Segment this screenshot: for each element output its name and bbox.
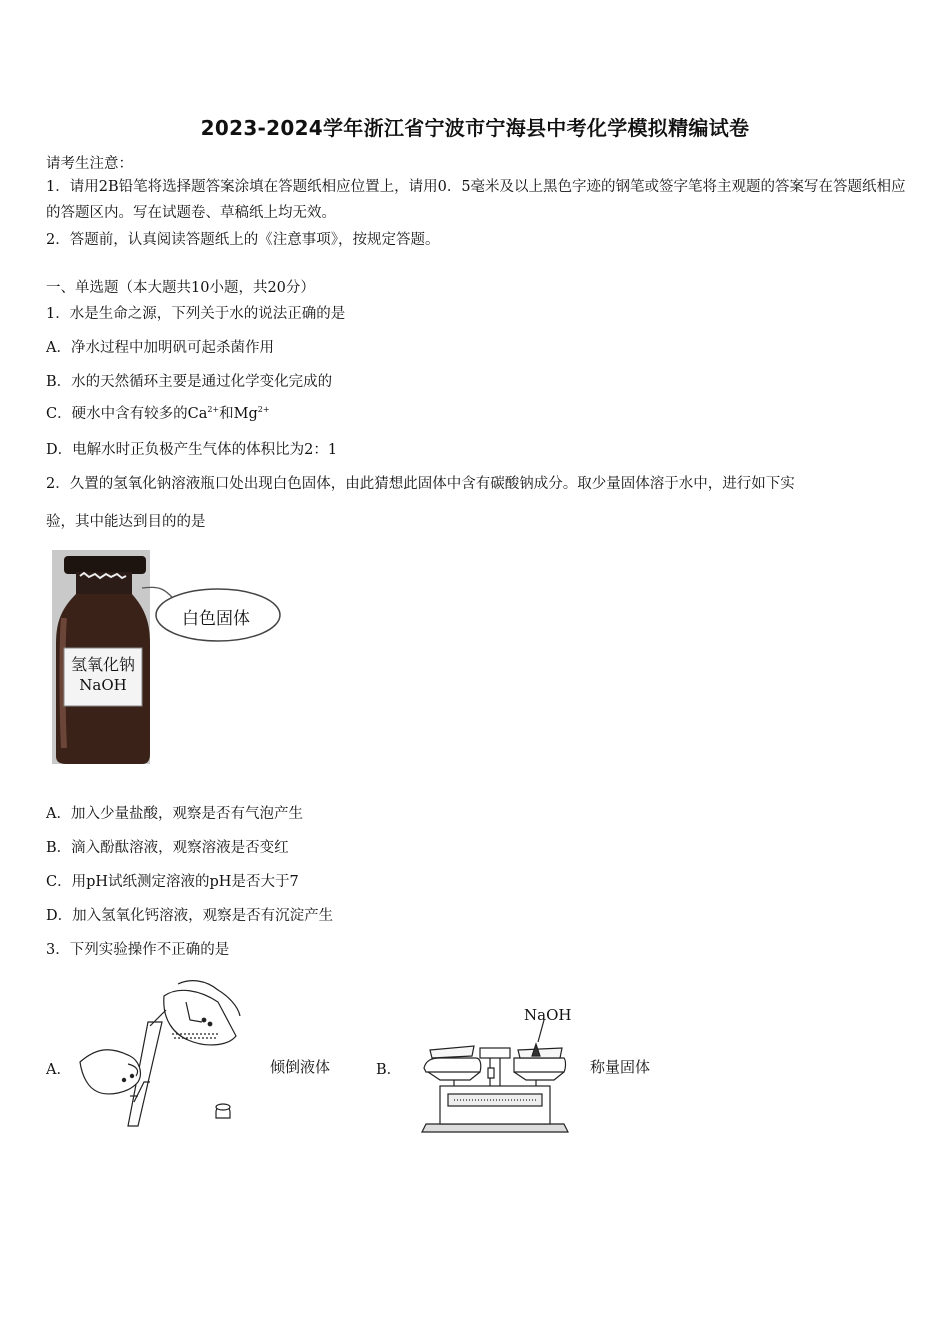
notice-header: 请考生注意： — [46, 156, 133, 172]
bottle-callout-text: 白色固体 — [182, 609, 250, 629]
notice-item-2: 2．答题前，认真阅读答题纸上的《注意事项》，按规定答题。 — [46, 232, 440, 248]
section-heading: 一、单选题（本大题共10小题，共20分） — [46, 280, 315, 296]
bottle-label-cn: 氢氧化钠 — [70, 655, 135, 674]
q2-stem-line1: 2．久置的氢氧化钠溶液瓶口处出现白色固体，由此猜想此固体中含有碳酸钠成分。取少量固体溶于水中，进行如下实 — [46, 476, 795, 492]
q3-option-a-label: A． — [46, 1062, 71, 1078]
q1-option-a: A．净水过程中加明矾可起杀菌作用 — [46, 340, 274, 356]
page-title: 2023-2024学年浙江省宁波市宁海县中考化学模拟精编试卷 — [200, 116, 750, 140]
q3-option-b-label: B． — [376, 1062, 402, 1078]
superscript: 2+ — [207, 405, 220, 414]
q2-stem-line2: 验，其中能达到目的的是 — [46, 514, 206, 530]
q2-option-b: B．滴入酚酞溶液，观察溶液是否变红 — [46, 840, 289, 856]
naoh-bottle-figure — [50, 548, 290, 768]
q3-option-a-caption: 倾倒液体 — [270, 1058, 331, 1076]
q2-option-d: D．加入氢氧化钙溶液，观察是否有沉淀产生 — [46, 908, 334, 924]
bottle-label-en: NaOH — [79, 676, 127, 694]
q3-option-b-caption: 称量固体 — [590, 1058, 651, 1076]
q1-option-c-text: C．硬水中含有较多的Ca — [46, 406, 208, 422]
pouring-liquid-figure — [78, 976, 250, 1128]
notice-item-1: 1．请用2B铅笔将选择题答案涂填在答题纸相应位置上，请用0．5毫米及以上黑色字迹的钢笔或签字笔将主观题的答案写在答题纸相应的答题区内。写在试题卷、草稿纸上均无效。 — [46, 179, 906, 221]
superscript: 2+ — [257, 405, 270, 414]
q1-option-d: D．电解水时正负极产生气体的体积比为2：1 — [46, 442, 338, 458]
q1-option-b: B．水的天然循环主要是通过化学变化完成的 — [46, 374, 333, 390]
q2-option-a: A．加入少量盐酸，观察是否有气泡产生 — [46, 806, 303, 822]
q3-stem: 3．下列实验操作不正确的是 — [46, 942, 230, 958]
q1-option-c-mid: 和Mg — [219, 406, 258, 422]
q1-stem: 1．水是生命之源，下列关于水的说法正确的是 — [46, 306, 346, 322]
balance-label: NaOH — [524, 1006, 572, 1024]
balance-figure — [414, 1006, 576, 1138]
q2-option-c: C．用pH试纸测定溶液的pH是否大于7 — [46, 874, 299, 890]
q1-option-c — [46, 402, 270, 423]
